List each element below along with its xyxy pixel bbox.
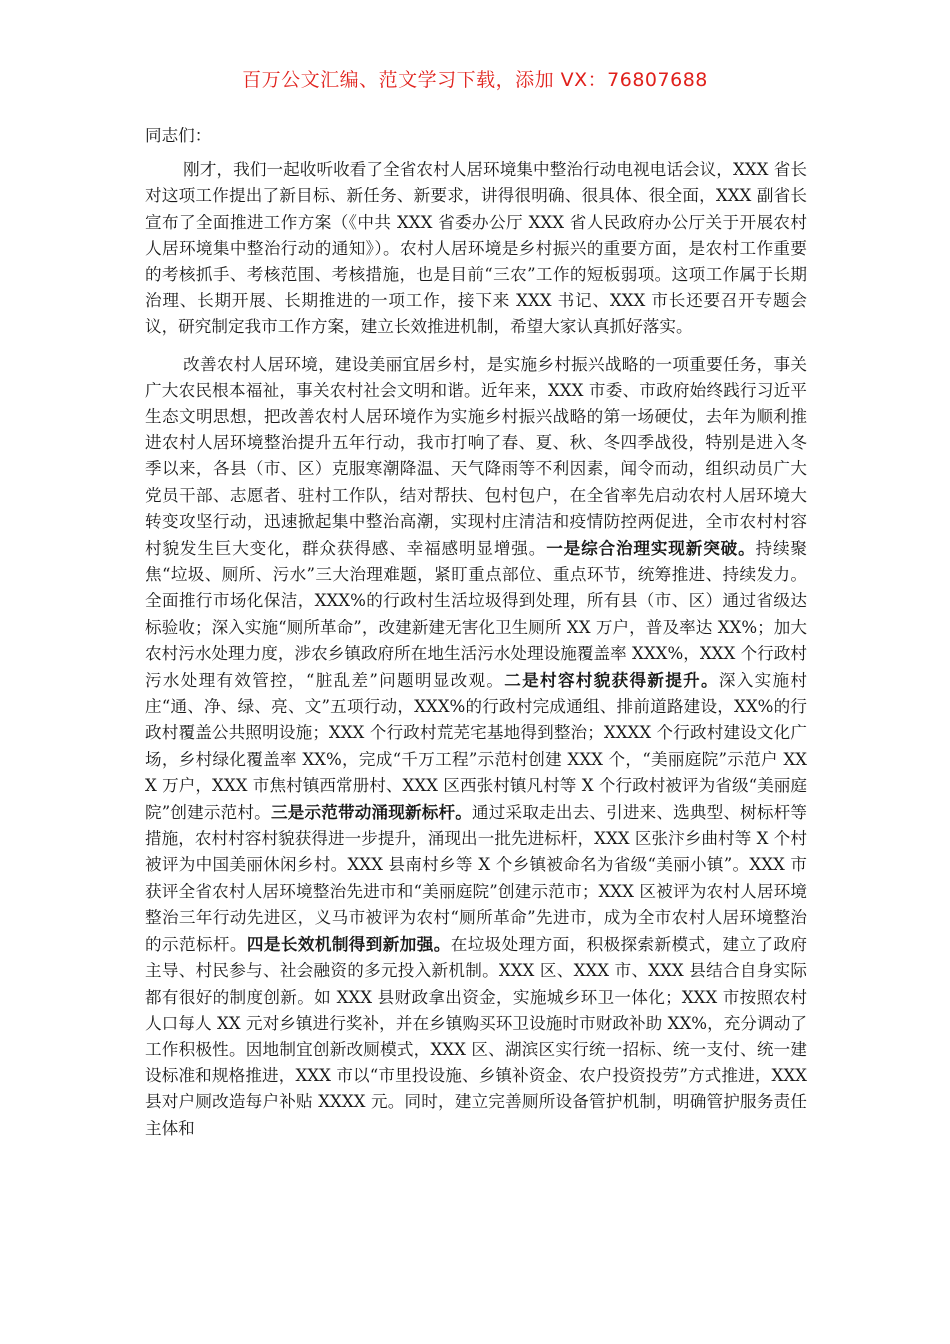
watermark-banner: 百万公文汇编、范文学习下载，添加 VX：76807688 <box>242 69 708 91</box>
salutation: 同志们： <box>145 126 212 145</box>
highlight-long-term-mechanism: 四是长效机制得到新加强。 <box>246 934 451 955</box>
paragraph-2-text-1: 改善农村人居环境，建设美丽宜居乡村，是实施乡村振兴战略的一项重要任务，事关广大农民根本福祉，事关农村社会文明和谐。近年来，XXX 市委、市政府始终践行习近平生态文明思想，把改善农村人居环境作为实施乡村振兴战略的第一场硬仗，去年为顺利推进农村人居环境整治提升五年行动，我市打响了春、夏、秋、冬四季战役，特别是进入冬季以来，各县（市、区）克服寒潮降温、天气降雨等不利因素，闻令而动，组织动员广大党员干部、志愿者、驻村工作队，结对帮扶、包村包户，在全省率先启动农村人居环境大转变攻坚行动，迅速掀起集中整治高潮，实现村庄清洁和疫情防控两促进，全市农村村容村貌发生巨大变化，群众获得感、幸福感明显增强。 <box>145 354 807 559</box>
paragraph-1: 刚才，我们一起收听收看了全省农村人居环境集中整治行动电视电话会议，XXX 省长对这项工作提出了新目标、新任务、新要求，讲得很明确、很具体、很全面，XXX 副省长宣布了全面推进工作方案（《中共 XXX 省委办公厅 XXX 省人民政府办公厅关于开展农村人居环境集中整治行动的通知》）。农村人居环境是乡村振兴的重要方面，是农村工作重要的考核抓手、考核范围、考核措施，也是目前“三农”工作的短板弱项。这项工作属于长期治理、长期开展、长期推进的一项工作，接下来 XXX 书记、XXX 市长还要召开专题会议，研究制定我市工作方案，建立长效推进机制，希望大家认真抓好落实。 <box>145 160 807 337</box>
paragraph-2-text-5: 在垃圾处理方面，积极探索新模式，建立了政府主导、村民参与、社会融资的多元投入新机制。XXX 区、XXX 市、XXX 县结合自身实际都有很好的制度创新。如 XXX 县财政拿出资金，实施城乡环卫一体化；XXX 市按照农村人口每人 XX 元对乡镇进行奖补，并在乡镇购买环卫设施时市财政补助 XX%，充分调动了工作积极性。因地制宜创新改厕模式，XXX 区、湖滨区实行统一招标、统一支付、统一建设标准和规格推进，XXX 市以“市里投设施、乡镇补资金、农户投资投劳”方式推进，XXX 县对户厕改造每户补贴 XXXX 元。同时，建立完善厕所设备管护机制，明确管护服务责任主体和 <box>145 935 807 1138</box>
paragraph-2 <box>145 352 807 1142</box>
paragraph-2-text-2: 持续聚焦“垃圾、厕所、污水”三大治理难题，紧盯重点部位、重点环节，统筹推进、持续发力。全面推行市场化保洁，XXX%的行政村生活垃圾得到处理，所有县（市、区）通过省级达标验收；深入实施“厕所革命”，改建新建无害化卫生厕所 XX 万户，普及率达 XX%；加大农村污水处理力度，涉农乡镇政府所在地生活污水处理设施覆盖率 XXX%，XXX 个行政村污水处理有效管控，“脏乱差”问题明显改观。 <box>145 539 808 691</box>
document-body <box>145 123 807 1142</box>
highlight-comprehensive-governance: 一是综合治理实现新突破。 <box>546 538 756 559</box>
paragraph-2-text-3: 深入实施村庄“通、净、绿、亮、文”五项行动，XXX%的行政村完成通组、排前道路建设，XX%的行政村覆盖公共照明设施；XXX 个行政村荒芜宅基地得到整治；XXXX 个行政村建设文化广场，乡村绿化覆盖率 XX%，完成“千万工程”示范村创建 XXX 个，“美丽庭院”示范户 XXX 万户，XXX 市焦村镇西常册村、XXX 区西张村镇凡村等 X 个行政村被评为省级“美丽庭院”创建示范村。 <box>145 671 808 823</box>
highlight-demonstration-benchmark: 三是示范带动涌现新标杆。 <box>270 802 473 823</box>
highlight-village-appearance: 二是村容村貌获得新提升。 <box>504 670 719 691</box>
paragraph-2-text-4: 通过采取走出去、引进来、选典型、树标杆等措施，农村村容村貌获得进一步提升，涌现出一批先进标杆，XXX 区张汴乡曲村等 X 个村被评为中国美丽休闲乡村。XXX 县南村乡等 X 个乡镇被命名为省级“美丽小镇”。XXX 市获评全省农村人居环境整治先进市和“美丽庭院”创建示范市；XXX 区被评为农村人居环境整治三年行动先进区，义马市被评为农村“厕所革命”先进市，成为全市农村人居环境整治的示范标杆。 <box>145 803 808 955</box>
